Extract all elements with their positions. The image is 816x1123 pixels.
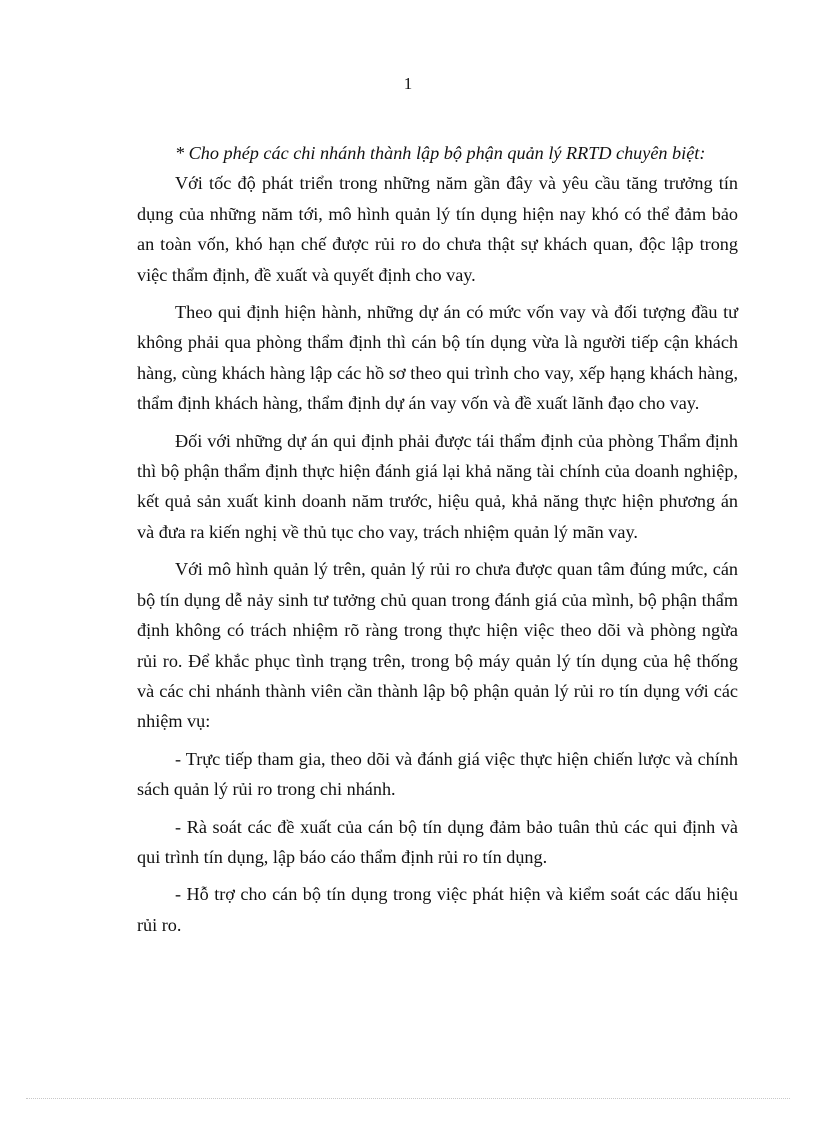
page-bottom-divider: [26, 1098, 790, 1099]
task-item-support: - Hỗ trợ cho cán bộ tín dụng trong việc phát hiện và kiểm soát các dấu hiệu rủi ro.: [137, 884, 738, 935]
document-body: [137, 138, 738, 947]
task-item-review: - Rà soát các đề xuất của cán bộ tín dụng đảm bảo tuân thủ các qui định và qui trình tín dụng, lập báo cáo thẩm định rủi ro tín dụng.: [137, 816, 738, 867]
page-number: 1: [403, 74, 413, 93]
paragraph-risk-model: Với mô hình quản lý trên, quản lý rủi ro chưa được quan tâm đúng mức, cán bộ tín dụng dễ nảy sinh tư tưởng chủ quan trong đánh giá của mình, bộ phận thẩm định không có trách nhiệm rõ ràng trong thực hiện việc theo dõi và phòng ngừa rủi ro. Để khắc phục tình trạng trên, trong bộ máy quản lý tín dụng của hệ thống và các chi nhánh thành viên cần thành lập bộ phận quản lý rủi ro tín dụng với các nhiệm vụ:: [137, 559, 738, 732]
task-item-strategy: - Trực tiếp tham gia, theo dõi và đánh giá việc thực hiện chiến lược và chính sách quản lý rủi ro trong chi nhánh.: [137, 748, 738, 800]
paragraph-current-regulation: Theo qui định hiện hành, những dự án có mức vốn vay và đối tượng đầu tư không phải qua phòng thẩm định thì cán bộ tín dụng vừa là người tiếp cận khách hàng, cùng khách hàng lập các hồ sơ theo qui trình cho vay, xếp hạng khách hàng, thẩm định khách hàng, thẩm định dự án vay vốn và đề xuất lãnh đạo cho vay.: [137, 302, 738, 414]
section-heading: * Cho phép các chi nhánh thành lập bộ phận quản lý RRTD chuyên biệt:: [175, 143, 706, 163]
paragraph-intro: Với tốc độ phát triển trong những năm gần đây và yêu cầu tăng trưởng tín dụng của những năm tới, mô hình quản lý tín dụng hiện nay khó có thể đảm bảo an toàn vốn, khó hạn chế được rủi ro do chưa thật sự khách quan, độc lập trong việc thẩm định, đề xuất và quyết định cho vay.: [137, 173, 738, 285]
paragraph-reappraisal: Đối với những dự án qui định phải được tái thẩm định của phòng Thẩm định thì bộ phận thẩm định thực hiện đánh giá lại khả năng tài chính của doanh nghiệp, kết quả sản xuất kinh doanh năm trước, hiệu quả, khả năng thực hiện phương án và đưa ra kiến nghị về thủ tục cho vay, trách nhiệm quản lý mãn vay.: [137, 430, 738, 542]
